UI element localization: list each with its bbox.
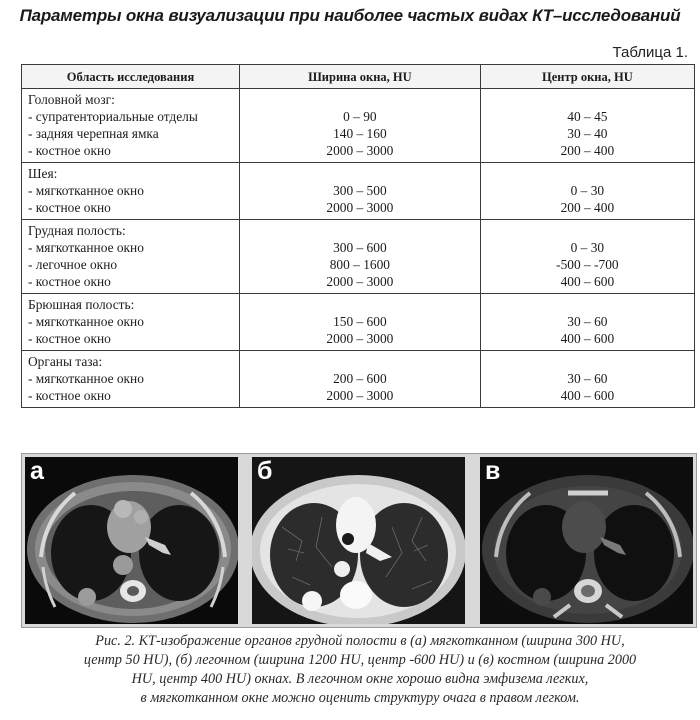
panel-letter-v: в <box>485 457 501 485</box>
window-center-cell-line: 0 – 30 <box>570 183 605 198</box>
area-cell-line: - мягкотканное окно <box>28 240 144 255</box>
table-row <box>22 163 695 220</box>
window-center-cell <box>480 220 694 294</box>
area-cell-line: - супратенториальные отделы <box>28 109 198 124</box>
area-cell-line: - костное окно <box>28 274 111 289</box>
window-width-cell-line: 200 – 600 <box>333 371 387 386</box>
area-cell-line: - костное окно <box>28 143 111 158</box>
window-center-cell-line: 40 – 45 <box>567 109 608 124</box>
window-width-cell-line: 0 – 90 <box>343 109 377 124</box>
window-center-cell-line: -500 – -700 <box>556 257 619 272</box>
window-center-cell-line: 30 – 40 <box>567 126 608 141</box>
header-window-width: Ширина окна, HU <box>240 65 481 89</box>
table-row <box>22 220 695 294</box>
window-center-cell-line: 200 – 400 <box>560 143 615 158</box>
panel-letter-a: а <box>30 457 44 485</box>
area-cell-line: Головной мозг: <box>28 92 115 107</box>
window-width-cell-line <box>246 353 474 370</box>
caption-line-4: в мягкотканном окне можно оценить структуру очага в правом легком. <box>140 690 580 706</box>
window-width-cell-line <box>246 222 474 239</box>
table-header-row <box>22 65 695 89</box>
area-cell-line: - мягкотканное окно <box>28 183 144 198</box>
area-cell <box>22 89 240 163</box>
area-cell <box>22 220 240 294</box>
window-width-cell-line: 2000 – 3000 <box>326 200 394 215</box>
table-body <box>22 89 695 408</box>
ct-panel-bone <box>480 457 693 624</box>
window-width-cell-line: 300 – 500 <box>333 183 387 198</box>
header-window-center: Центр окна, HU <box>480 65 694 89</box>
area-cell-line: - костное окно <box>28 331 111 346</box>
area-cell <box>22 163 240 220</box>
window-center-cell-line: 400 – 600 <box>560 388 615 403</box>
ct-window-table <box>21 64 695 408</box>
window-center-cell-line: 400 – 600 <box>560 331 615 346</box>
area-cell-line: - костное окно <box>28 388 111 403</box>
window-width-cell-line: 2000 – 3000 <box>326 388 394 403</box>
area-cell-line: - легочное окно <box>28 257 118 272</box>
area-cell-line: Органы таза: <box>28 354 103 369</box>
window-width-cell-line <box>246 165 474 182</box>
window-center-cell <box>480 294 694 351</box>
window-width-cell <box>240 163 481 220</box>
caption-line-1: Рис. 2. КТ-изображение органов грудной полости в (а) мягкотканном (ширина 300 HU, <box>95 633 625 649</box>
table-number-label: Таблица 1. <box>612 44 688 61</box>
table-row <box>22 89 695 163</box>
window-width-cell-line <box>246 296 474 313</box>
window-center-cell-line: 400 – 600 <box>560 274 615 289</box>
window-center-cell-line <box>487 353 688 370</box>
ct-bone-image <box>480 457 693 624</box>
ct-soft-tissue-image <box>25 457 238 624</box>
area-cell-line: Шея: <box>28 166 58 181</box>
window-center-cell-line <box>487 165 688 182</box>
area-cell <box>22 351 240 408</box>
window-center-cell-line: 30 – 60 <box>567 314 608 329</box>
window-center-cell <box>480 89 694 163</box>
area-cell-line: - мягкотканное окно <box>28 314 144 329</box>
window-width-cell <box>240 220 481 294</box>
table-row <box>22 351 695 408</box>
area-cell <box>22 294 240 351</box>
window-center-cell-line <box>487 91 688 108</box>
window-width-cell <box>240 351 481 408</box>
window-center-cell-line <box>487 296 688 313</box>
area-cell-line: - костное окно <box>28 200 111 215</box>
window-center-cell <box>480 351 694 408</box>
caption-line-3: HU, центр 400 HU) окнах. В легочном окне хорошо видна эмфизема легких, <box>131 671 589 687</box>
caption-line-2: центр 50 HU), (б) легочном (ширина 1200 HU, центр -600 HU) и (в) костном (ширина 2000 <box>83 652 637 668</box>
area-cell-line: Грудная полость: <box>28 223 126 238</box>
ct-panel-lung <box>252 457 465 624</box>
panel-letter-b: б <box>257 457 273 485</box>
window-center-cell-line: 0 – 30 <box>570 240 605 255</box>
table-row <box>22 294 695 351</box>
area-cell-line: - задняя черепная ямка <box>28 126 159 141</box>
window-center-cell-line: 30 – 60 <box>567 371 608 386</box>
ct-lung-image <box>252 457 465 624</box>
area-cell-line: Брюшная полость: <box>28 297 135 312</box>
page-title: Параметры окна визуализации при наиболее частых видах КТ–исследований <box>19 6 681 25</box>
window-width-cell-line: 140 – 160 <box>333 126 387 141</box>
window-center-cell <box>480 163 694 220</box>
window-width-cell <box>240 89 481 163</box>
window-width-cell <box>240 294 481 351</box>
window-width-cell-line <box>246 91 474 108</box>
window-width-cell-line: 150 – 600 <box>333 314 387 329</box>
area-cell-line: - мягкотканное окно <box>28 371 144 386</box>
ct-panel-soft-tissue <box>25 457 238 624</box>
ct-image-strip <box>21 453 697 628</box>
window-width-cell-line: 300 – 600 <box>333 240 387 255</box>
window-center-cell-line: 200 – 400 <box>560 200 615 215</box>
window-width-cell-line: 800 – 1600 <box>329 257 390 272</box>
figure-caption <box>30 632 690 708</box>
window-width-cell-line: 2000 – 3000 <box>326 143 394 158</box>
window-width-cell-line: 2000 – 3000 <box>326 331 394 346</box>
window-center-cell-line <box>487 222 688 239</box>
window-width-cell-line: 2000 – 3000 <box>326 274 394 289</box>
header-area: Область исследования <box>22 65 240 89</box>
